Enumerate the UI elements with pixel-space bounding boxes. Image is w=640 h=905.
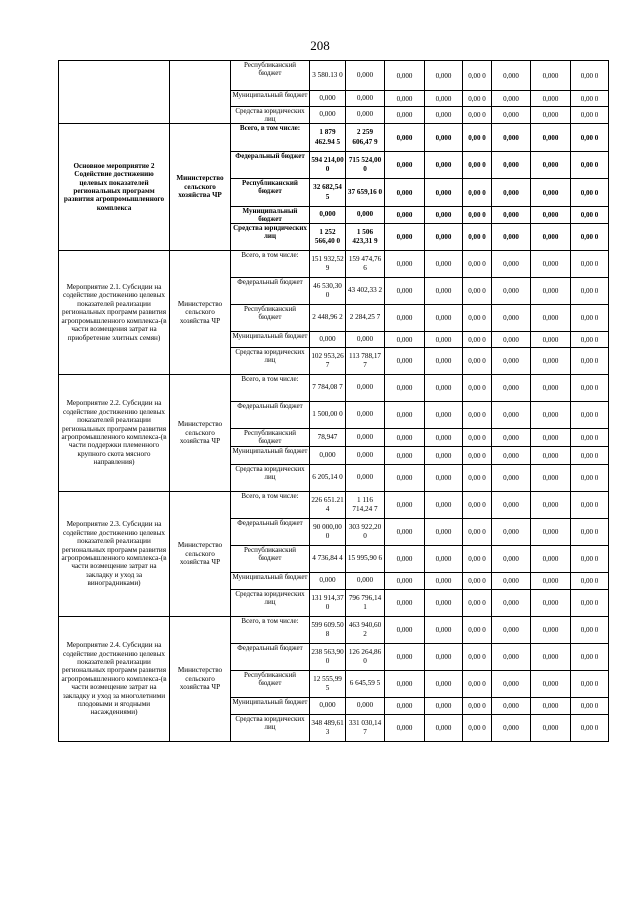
funding-source-cell: Муниципальный бюджет xyxy=(231,573,310,590)
value-cell: 0,00 0 xyxy=(463,429,492,447)
value-cell: 0,00 0 xyxy=(571,519,609,546)
funding-source-cell: Республиканский бюджет xyxy=(231,305,310,332)
value-cell: 0,000 xyxy=(492,124,531,152)
value-cell: 0,000 xyxy=(531,698,571,715)
value-cell: 0,000 xyxy=(346,698,385,715)
value-cell: 348 489,61 3 xyxy=(310,715,346,742)
value-cell: 131 914,37 0 xyxy=(310,590,346,617)
value-cell: 0,000 xyxy=(425,152,463,179)
value-cell: 0,000 xyxy=(492,305,531,332)
table-row xyxy=(59,492,609,519)
value-cell: 0,000 xyxy=(531,332,571,348)
value-cell: 0,000 xyxy=(425,305,463,332)
value-cell: 90 000,00 0 xyxy=(310,519,346,546)
value-cell: 0,000 xyxy=(385,348,425,375)
funding-source-cell: Муниципальный бюджет xyxy=(231,698,310,715)
value-cell: 0,000 xyxy=(385,429,425,447)
funding-source-cell: Средства юридических лиц xyxy=(231,348,310,375)
value-cell: 0,000 xyxy=(346,107,385,124)
value-cell: 0,00 0 xyxy=(571,644,609,671)
value-cell: 0,000 xyxy=(531,590,571,617)
value-cell: 0,00 0 xyxy=(463,698,492,715)
value-cell: 0,000 xyxy=(492,107,531,124)
value-cell: 0,000 xyxy=(492,251,531,278)
value-cell: 46 530,30 0 xyxy=(310,278,346,305)
value-cell: 0,000 xyxy=(531,546,571,573)
value-cell: 0,000 xyxy=(492,402,531,429)
table-row xyxy=(59,124,609,152)
value-cell: 796 796,14 1 xyxy=(346,590,385,617)
value-cell: 0,000 xyxy=(531,447,571,465)
value-cell: 0,000 xyxy=(425,332,463,348)
value-cell: 0,000 xyxy=(346,375,385,402)
funding-source-cell: Всего, в том числе: xyxy=(231,124,310,152)
value-cell: 0,000 xyxy=(310,107,346,124)
value-cell: 0,000 xyxy=(385,617,425,644)
funding-source-cell: Федеральный бюджет xyxy=(231,278,310,305)
value-cell: 0,000 xyxy=(492,332,531,348)
value-cell: 0,000 xyxy=(346,332,385,348)
value-cell: 1 506 423,31 9 xyxy=(346,224,385,251)
value-cell: 0,00 0 xyxy=(463,590,492,617)
funding-source-cell: Средства юридических лиц xyxy=(231,107,310,124)
value-cell: 0,000 xyxy=(346,429,385,447)
executor-cell: Министерство сельского хозяйства ЧР xyxy=(170,124,231,251)
value-cell: 0,000 xyxy=(310,332,346,348)
value-cell: 0,000 xyxy=(310,698,346,715)
funding-source-cell: Федеральный бюджет xyxy=(231,402,310,429)
funding-source-cell: Средства юридических лиц xyxy=(231,465,310,492)
value-cell: 0,000 xyxy=(310,573,346,590)
value-cell: 0,000 xyxy=(346,573,385,590)
funding-source-cell: Средства юридических лиц xyxy=(231,590,310,617)
value-cell: 113 788,17 7 xyxy=(346,348,385,375)
funding-source-cell: Средства юридических лиц xyxy=(231,224,310,251)
table-row xyxy=(59,61,609,91)
value-cell: 0,00 0 xyxy=(463,519,492,546)
executor-cell: Министерство сельского хозяйства ЧР xyxy=(170,375,231,492)
value-cell: 0,000 xyxy=(531,617,571,644)
value-cell: 0,000 xyxy=(425,447,463,465)
value-cell: 2 448,96 2 xyxy=(310,305,346,332)
value-cell: 0,000 xyxy=(425,61,463,91)
value-cell: 0,000 xyxy=(385,546,425,573)
value-cell: 0,000 xyxy=(492,671,531,698)
value-cell: 0,00 0 xyxy=(463,447,492,465)
value-cell: 0,00 0 xyxy=(571,152,609,179)
value-cell: 0,000 xyxy=(531,429,571,447)
value-cell: 599 609.50 8 xyxy=(310,617,346,644)
value-cell: 0,000 xyxy=(492,465,531,492)
funding-source-cell: Всего, в том числе: xyxy=(231,251,310,278)
value-cell: 0,000 xyxy=(310,207,346,224)
value-cell: 0,000 xyxy=(425,251,463,278)
value-cell: 3 580.13 0 xyxy=(310,61,346,91)
value-cell: 0,00 0 xyxy=(571,715,609,742)
value-cell: 0,000 xyxy=(385,492,425,519)
value-cell: 0,000 xyxy=(425,644,463,671)
funding-source-cell: Республиканский бюджет xyxy=(231,546,310,573)
value-cell: 0,00 0 xyxy=(571,91,609,107)
value-cell: 0,000 xyxy=(385,305,425,332)
funding-source-cell: Республиканский бюджет xyxy=(231,429,310,447)
value-cell: 0,00 0 xyxy=(463,375,492,402)
value-cell: 0,000 xyxy=(492,617,531,644)
funding-source-cell: Средства юридических лиц xyxy=(231,715,310,742)
activity-name-cell: Основное мероприятие 2 Содействие достижению целевых показателей региональных программ развития агропромышленного комплекса xyxy=(59,124,170,251)
value-cell: 78,947 xyxy=(310,429,346,447)
value-cell: 0,00 0 xyxy=(571,124,609,152)
value-cell: 0,000 xyxy=(385,179,425,207)
value-cell: 0,00 0 xyxy=(463,573,492,590)
value-cell: 0,000 xyxy=(492,429,531,447)
funding-source-cell: Федеральный бюджет xyxy=(231,644,310,671)
funding-source-cell: Муниципальный бюджет xyxy=(231,207,310,224)
value-cell: 0,000 xyxy=(425,617,463,644)
value-cell: 0,00 0 xyxy=(463,402,492,429)
value-cell: 0,000 xyxy=(385,519,425,546)
value-cell: 0,000 xyxy=(425,546,463,573)
value-cell: 0,00 0 xyxy=(463,224,492,251)
value-cell: 0,00 0 xyxy=(571,305,609,332)
activity-name-cell: Мероприятие 2.1. Субсидии на содействие достижению целевых показателей реализации региональных программ развития агропромышленного комплекса-(в части возмещения затрат на приобретение элитных семян) xyxy=(59,251,170,375)
value-cell: 0,00 0 xyxy=(463,207,492,224)
value-cell: 102 953,26 7 xyxy=(310,348,346,375)
value-cell: 0,000 xyxy=(531,278,571,305)
value-cell: 0,00 0 xyxy=(463,492,492,519)
value-cell: 0,00 0 xyxy=(463,61,492,91)
value-cell: 0,000 xyxy=(346,447,385,465)
value-cell: 7 784,08 7 xyxy=(310,375,346,402)
value-cell: 0,000 xyxy=(425,124,463,152)
value-cell: 37 659,16 0 xyxy=(346,179,385,207)
value-cell: 0,000 xyxy=(531,61,571,91)
value-cell: 0,000 xyxy=(425,207,463,224)
value-cell: 4 736,84 4 xyxy=(310,546,346,573)
value-cell: 0,000 xyxy=(531,573,571,590)
value-cell: 0,000 xyxy=(492,278,531,305)
value-cell: 0,000 xyxy=(531,402,571,429)
value-cell: 15 995,90 6 xyxy=(346,546,385,573)
value-cell: 0,00 0 xyxy=(463,124,492,152)
value-cell: 6 205,14 0 xyxy=(310,465,346,492)
value-cell: 0,000 xyxy=(385,91,425,107)
value-cell: 0,00 0 xyxy=(463,305,492,332)
value-cell: 0,000 xyxy=(385,61,425,91)
value-cell: 0,00 0 xyxy=(463,91,492,107)
value-cell: 126 264,86 0 xyxy=(346,644,385,671)
funding-source-cell: Муниципальный бюджет xyxy=(231,91,310,107)
executor-cell: Министерство сельского хозяйства ЧР xyxy=(170,492,231,617)
value-cell: 0,000 xyxy=(531,492,571,519)
value-cell: 0,000 xyxy=(385,224,425,251)
value-cell: 0,00 0 xyxy=(571,402,609,429)
value-cell: 0,00 0 xyxy=(463,644,492,671)
value-cell: 0,000 xyxy=(425,715,463,742)
value-cell: 0,000 xyxy=(425,375,463,402)
value-cell: 2 284,25 7 xyxy=(346,305,385,332)
value-cell: 331 030,14 7 xyxy=(346,715,385,742)
value-cell: 0,000 xyxy=(346,91,385,107)
value-cell: 0,00 0 xyxy=(463,348,492,375)
value-cell: 6 645,59 5 xyxy=(346,671,385,698)
executor-cell: Министерство сельского хозяйства ЧР xyxy=(170,251,231,375)
value-cell: 0,000 xyxy=(310,447,346,465)
value-cell: 0,00 0 xyxy=(463,617,492,644)
value-cell: 0,00 0 xyxy=(463,179,492,207)
value-cell: 0,00 0 xyxy=(463,251,492,278)
value-cell: 0,00 0 xyxy=(571,492,609,519)
value-cell: 0,000 xyxy=(531,375,571,402)
value-cell: 0,000 xyxy=(425,590,463,617)
value-cell: 0,000 xyxy=(385,671,425,698)
value-cell: 0,000 xyxy=(385,465,425,492)
value-cell: 0,00 0 xyxy=(571,546,609,573)
value-cell: 0,00 0 xyxy=(571,573,609,590)
funding-source-cell: Федеральный бюджет xyxy=(231,152,310,179)
activity-name-cell xyxy=(59,61,170,124)
value-cell: 43 402,33 2 xyxy=(346,278,385,305)
value-cell: 0,00 0 xyxy=(463,465,492,492)
value-cell: 0,00 0 xyxy=(571,429,609,447)
value-cell: 0,000 xyxy=(385,124,425,152)
value-cell: 0,000 xyxy=(492,348,531,375)
value-cell: 0,00 0 xyxy=(571,278,609,305)
value-cell: 0,000 xyxy=(531,107,571,124)
value-cell: 0,000 xyxy=(385,573,425,590)
value-cell: 0,00 0 xyxy=(571,447,609,465)
value-cell: 12 555,99 5 xyxy=(310,671,346,698)
funding-source-cell: Всего, в том числе: xyxy=(231,617,310,644)
value-cell: 0,000 xyxy=(346,402,385,429)
value-cell: 0,000 xyxy=(425,224,463,251)
value-cell: 0,000 xyxy=(531,251,571,278)
value-cell: 0,00 0 xyxy=(571,617,609,644)
funding-source-cell: Всего, в том числе: xyxy=(231,375,310,402)
value-cell: 0,000 xyxy=(531,124,571,152)
value-cell: 0,000 xyxy=(425,91,463,107)
value-cell: 0,000 xyxy=(531,152,571,179)
funding-source-cell: Муниципальный бюджет xyxy=(231,332,310,348)
value-cell: 0,00 0 xyxy=(463,107,492,124)
value-cell: 0,00 0 xyxy=(463,546,492,573)
value-cell: 0,000 xyxy=(425,429,463,447)
value-cell: 0,000 xyxy=(492,152,531,179)
value-cell: 151 932,52 9 xyxy=(310,251,346,278)
value-cell: 1 116 714,24 7 xyxy=(346,492,385,519)
value-cell: 0,000 xyxy=(531,465,571,492)
activity-name-cell: Мероприятие 2.3. Субсидии на содействие достижению целевых показателей реализации региональных программ развития агропромышленного комплекса-(в части возмещение затрат на закладку и уход за виноградниками) xyxy=(59,492,170,617)
value-cell: 0,000 xyxy=(531,207,571,224)
activity-name-cell: Мероприятие 2.2. Субсидии на содействие достижению целевых показателей реализации региональных программ развития агропромышленного комплекса-(в части поддержки племенного крупного скота мясного направления) xyxy=(59,375,170,492)
value-cell: 463 940,60 2 xyxy=(346,617,385,644)
value-cell: 0,000 xyxy=(346,465,385,492)
executor-cell: Министерство сельского хозяйства ЧР xyxy=(170,617,231,742)
value-cell: 2 259 606,47 9 xyxy=(346,124,385,152)
funding-source-cell: Федеральный бюджет xyxy=(231,519,310,546)
value-cell: 0,000 xyxy=(425,278,463,305)
value-cell: 0,00 0 xyxy=(571,179,609,207)
table-row xyxy=(59,251,609,278)
value-cell: 0,000 xyxy=(492,224,531,251)
value-cell: 0,00 0 xyxy=(571,671,609,698)
value-cell: 0,000 xyxy=(531,179,571,207)
funding-source-cell: Республиканский бюджет xyxy=(231,61,310,91)
value-cell: 0,000 xyxy=(385,332,425,348)
value-cell: 0,000 xyxy=(492,179,531,207)
value-cell: 0,000 xyxy=(425,519,463,546)
value-cell: 0,00 0 xyxy=(571,590,609,617)
value-cell: 0,000 xyxy=(385,107,425,124)
value-cell: 1 879 462.94 5 xyxy=(310,124,346,152)
value-cell: 0,000 xyxy=(492,573,531,590)
value-cell: 0,00 0 xyxy=(571,251,609,278)
activity-name-cell: Мероприятие 2.4. Субсидии на содействие достижению целевых показателей реализации региональных программ развития агропромышленного комплекса-(в части возмещение затрат на закладку и уход за многолетними плодовыми и ягодными насаждениями) xyxy=(59,617,170,742)
value-cell: 0,000 xyxy=(531,671,571,698)
value-cell: 0,000 xyxy=(531,644,571,671)
value-cell: 0,000 xyxy=(425,492,463,519)
value-cell: 0,000 xyxy=(385,715,425,742)
value-cell: 0,000 xyxy=(425,402,463,429)
value-cell: 159 474,76 6 xyxy=(346,251,385,278)
value-cell: 303 922,20 0 xyxy=(346,519,385,546)
value-cell: 0,000 xyxy=(425,671,463,698)
funding-source-cell: Всего, в том числе: xyxy=(231,492,310,519)
value-cell: 0,000 xyxy=(492,546,531,573)
funding-source-cell: Республиканский бюджет xyxy=(231,179,310,207)
value-cell: 0,00 0 xyxy=(571,107,609,124)
value-cell: 0,00 0 xyxy=(571,332,609,348)
value-cell: 32 682,54 5 xyxy=(310,179,346,207)
value-cell: 0,000 xyxy=(310,91,346,107)
value-cell: 0,00 0 xyxy=(463,278,492,305)
value-cell: 0,000 xyxy=(492,447,531,465)
value-cell: 0,000 xyxy=(346,61,385,91)
value-cell: 715 524,00 0 xyxy=(346,152,385,179)
value-cell: 0,000 xyxy=(492,91,531,107)
page-number: 208 xyxy=(310,38,330,53)
budget-table xyxy=(58,60,609,742)
value-cell: 238 563,90 0 xyxy=(310,644,346,671)
value-cell: 0,000 xyxy=(385,152,425,179)
value-cell: 0,000 xyxy=(385,402,425,429)
value-cell: 0,000 xyxy=(425,465,463,492)
value-cell: 0,000 xyxy=(425,698,463,715)
value-cell: 226 651.21 4 xyxy=(310,492,346,519)
value-cell: 0,000 xyxy=(492,698,531,715)
funding-source-cell: Муниципальный бюджет xyxy=(231,447,310,465)
value-cell: 0,000 xyxy=(385,590,425,617)
value-cell: 0,00 0 xyxy=(571,224,609,251)
value-cell: 0,00 0 xyxy=(571,61,609,91)
value-cell: 0,000 xyxy=(385,251,425,278)
value-cell: 0,000 xyxy=(385,698,425,715)
table-row xyxy=(59,617,609,644)
value-cell: 0,000 xyxy=(492,519,531,546)
value-cell: 0,000 xyxy=(531,224,571,251)
value-cell: 0,000 xyxy=(492,207,531,224)
value-cell: 0,00 0 xyxy=(571,465,609,492)
funding-source-cell: Республиканский бюджет xyxy=(231,671,310,698)
value-cell: 0,000 xyxy=(531,348,571,375)
value-cell: 0,000 xyxy=(492,644,531,671)
value-cell: 0,00 0 xyxy=(571,375,609,402)
table-row xyxy=(59,375,609,402)
table-body xyxy=(59,61,609,742)
value-cell: 0,00 0 xyxy=(463,715,492,742)
value-cell: 0,000 xyxy=(492,61,531,91)
value-cell: 0,000 xyxy=(425,348,463,375)
value-cell: 0,000 xyxy=(425,107,463,124)
value-cell: 0,000 xyxy=(492,715,531,742)
value-cell: 0,00 0 xyxy=(571,207,609,224)
value-cell: 0,000 xyxy=(492,590,531,617)
value-cell: 0,000 xyxy=(385,447,425,465)
value-cell: 1 500,00 0 xyxy=(310,402,346,429)
value-cell: 1 252 566,40 0 xyxy=(310,224,346,251)
value-cell: 0,00 0 xyxy=(571,348,609,375)
value-cell: 0,00 0 xyxy=(463,332,492,348)
value-cell: 0,00 0 xyxy=(463,152,492,179)
value-cell: 0,00 0 xyxy=(463,671,492,698)
value-cell: 0,000 xyxy=(425,179,463,207)
value-cell: 0,000 xyxy=(492,375,531,402)
value-cell: 0,000 xyxy=(531,715,571,742)
value-cell: 0,000 xyxy=(492,492,531,519)
value-cell: 0,000 xyxy=(531,91,571,107)
value-cell: 0,000 xyxy=(385,278,425,305)
value-cell: 0,000 xyxy=(346,207,385,224)
value-cell: 0,000 xyxy=(385,644,425,671)
value-cell: 0,00 0 xyxy=(571,698,609,715)
value-cell: 0,000 xyxy=(531,305,571,332)
value-cell: 0,000 xyxy=(531,519,571,546)
value-cell: 0,000 xyxy=(385,207,425,224)
value-cell: 0,000 xyxy=(385,375,425,402)
executor-cell xyxy=(170,61,231,124)
value-cell: 594 214,00 0 xyxy=(310,152,346,179)
value-cell: 0,000 xyxy=(425,573,463,590)
